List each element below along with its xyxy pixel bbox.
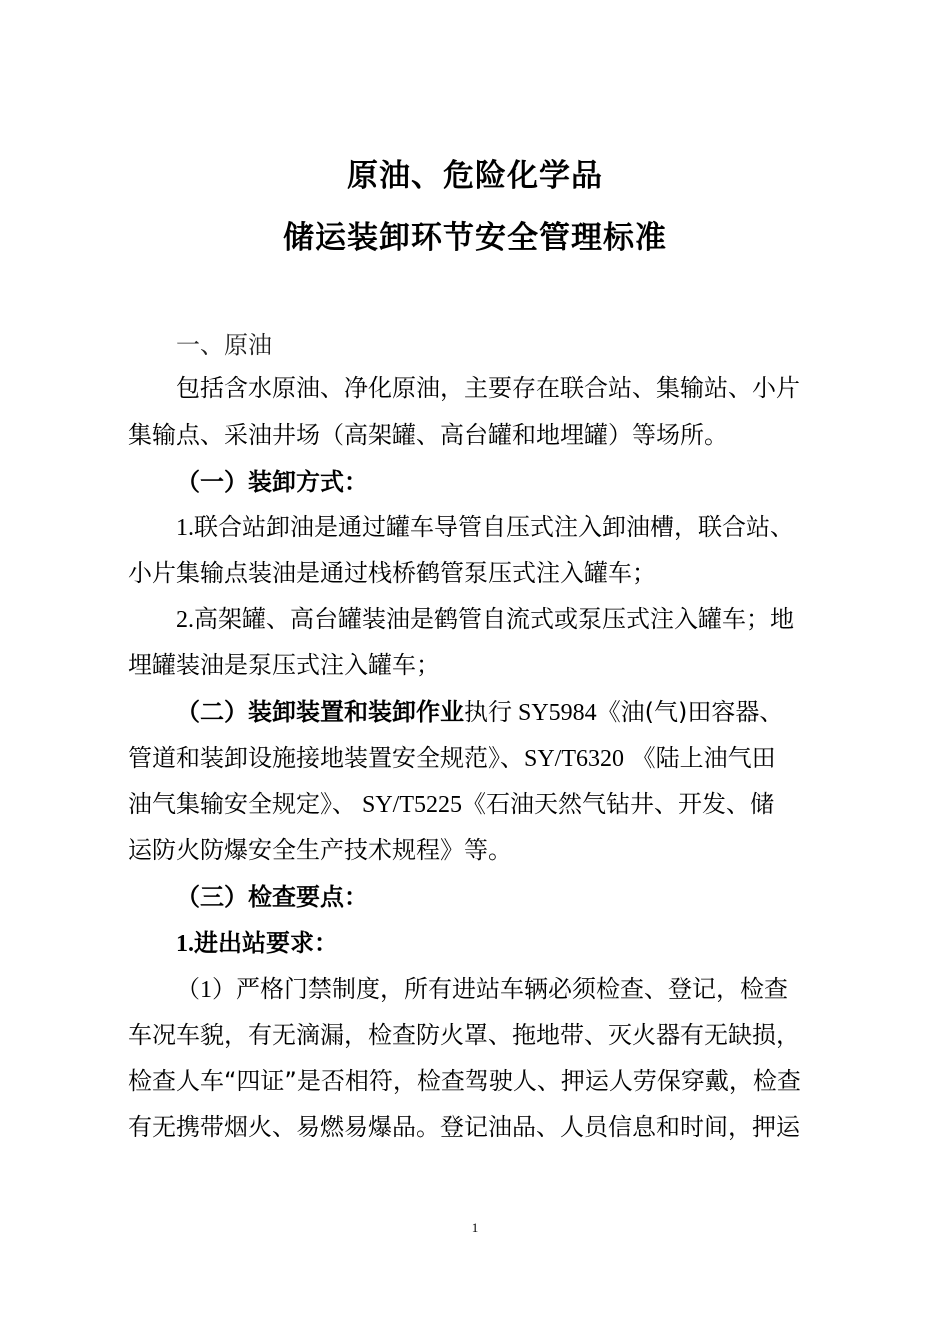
document-title-line2: 储运装卸环节安全管理标准 <box>283 220 667 256</box>
list-number: 1 <box>200 977 212 1003</box>
paragraph-line: 小片集输点装油是通过栈桥鹤管泵压式注入罐车； <box>128 559 656 587</box>
paragraph-text: 执行 <box>464 698 512 726</box>
section-heading-crude-oil: 一、原油 <box>176 331 272 359</box>
paragraph-text: 《油(气)田容器、 <box>596 698 784 726</box>
paragraph-text: 《石油天然气钻井、开发、储 <box>462 790 775 818</box>
paragraph-line: 运防火防爆安全生产技术规程》等。 <box>128 836 512 864</box>
list-number: 1. <box>176 515 194 541</box>
paragraph-text: 高架罐、高台罐装油是鹤管自流式或泵压式注入罐车；地 <box>194 605 794 633</box>
paragraph-line <box>176 697 840 728</box>
subsection-heading-devices: （二）装卸装置和装卸作业 <box>176 698 464 726</box>
page-number: 1 <box>471 1220 479 1235</box>
subsection-heading-loading-method: （一）装卸方式： <box>176 468 368 496</box>
standard-code: SY/T6320 <box>524 746 625 772</box>
point-heading-entry-exit <box>176 928 840 959</box>
paragraph-line: 埋罐装油是泵压式注入罐车； <box>128 651 440 679</box>
document-title-line1: 原油、危险化学品 <box>347 158 603 194</box>
paragraph-text: 管道和装卸设施接地装置安全规范》、 <box>128 744 524 772</box>
paragraph-line: 集输点、采油井场（高架罐、高台罐和地埋罐）等场所。 <box>128 421 728 449</box>
standard-code: SY/T5225 <box>356 792 463 818</box>
paragraph-line: 有无携带烟火、易燃易爆品。登记油品、人员信息和时间，押运 <box>128 1113 800 1141</box>
paragraph-text: 联合站卸油是通过罐车导管自压式注入卸油槽，联合站、 <box>194 513 794 541</box>
paragraph-line <box>128 743 840 774</box>
list-number: 2. <box>176 607 194 633</box>
paragraph-line <box>176 512 840 543</box>
paragraph-line <box>128 789 840 820</box>
list-number: 1. <box>176 931 194 957</box>
paragraph-line: 检查人车“四证”是否相符，检查驾驶人、押运人劳保穿戴，检查 <box>128 1067 801 1095</box>
paragraph-text: 《陆上油气田 <box>624 744 776 772</box>
paragraph-line <box>176 604 840 635</box>
paragraph-line <box>176 974 840 1005</box>
subsection-heading-inspection: （三）检查要点： <box>176 883 368 911</box>
paragraph-text: 油气集输安全规定》、 <box>128 790 356 818</box>
paragraph-text: （ <box>176 975 200 1003</box>
paragraph-line: 车况车貌，有无滴漏，检查防火罩、拖地带、灭火器有无缺损， <box>128 1021 800 1049</box>
paragraph-text: ）严格门禁制度，所有进站车辆必须检查、登记，检查 <box>212 975 788 1003</box>
point-heading-text: 进出站要求： <box>194 929 338 957</box>
standard-code: SY5984 <box>512 700 597 726</box>
paragraph-line: 包括含水原油、净化原油，主要存在联合站、集输站、小片 <box>176 374 800 402</box>
